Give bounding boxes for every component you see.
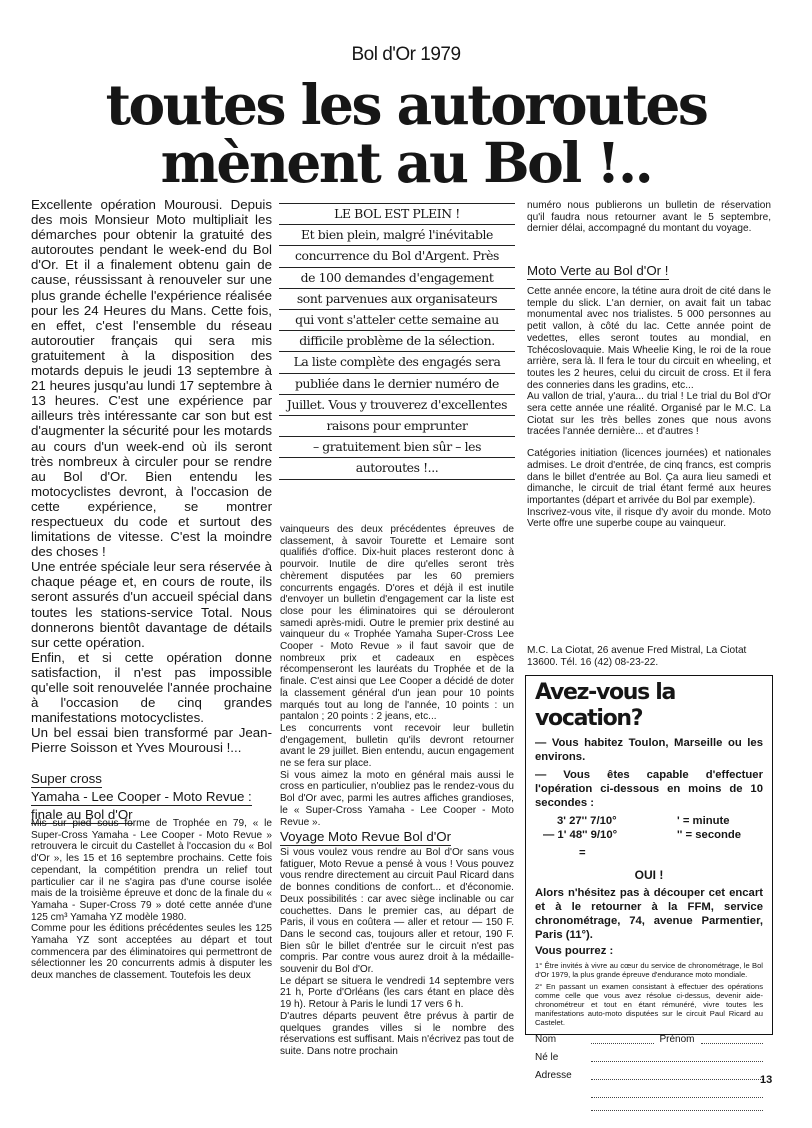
headline-line-1: toutes les autoroutes: [105, 72, 707, 137]
label-prenom: Prénom: [659, 1034, 695, 1045]
box-line: La liste complète des engagés sera: [279, 352, 515, 373]
blank-label: [535, 1098, 591, 1111]
field-prenom[interactable]: [701, 1031, 764, 1044]
headline-line-2: mènent au Bol !..: [160, 130, 652, 195]
benefit-2: 2° En passant un examen consistant à effectuer des opérations comme celle que vous avez résolue ci-dessus, devenir aide-chronométreur et tout en étant rémunéré, vivre toutes les manifestations auto-moto disputées sur le circuit Paul Ricard au Castelet.: [535, 982, 763, 1027]
box-line: difficile problème de la sélection.: [279, 331, 515, 352]
paragraph: D'autres départs peuvent être prévus à partir de quelques grandes villes si le nombre des réservations est suffisant. Mais n'écrivez pas tout de suite. Dans notre prochain: [280, 1010, 514, 1057]
paragraph: Une entrée spéciale leur sera réservée à chaque péage et, en cours de route, ils seront assurés d'un accueil spécial dans toutes les stations-service Total. Nous donnerons bientôt davantage de détails sur cette opération.: [31, 559, 272, 650]
paragraph: Un bel essai bien transformé par Jean-Pierre Soisson et Yves Mourousi !...: [31, 725, 272, 756]
paragraph: Si vous voulez vous rendre au Bol d'Or sans vous fatiguer, Moto Revue a pensé à vous ! Vous pouvez vous rendre directement au circuit Paul Ricard dans de bonnes conditions de confort... et d'économie. Deux possibilités : car avec siège inclinable ou car couchettes. Dans le premier cas, au départ de Paris, il vous en coûtera — aller et retour — 150 F. Dans le second cas, toujours aller et retour, 190 F. Bien sûr le billet d'entrée sur le circuit n'est pas compris. Par contre vous aurez droit à la médaille-souvenir du Bol d'Or.: [280, 847, 514, 976]
paragraph: Mis sur pied sous forme de Trophée en 79, « le Super-Cross Yamaha - Lee Cooper - Moto Revue » retrouvera le circuit du Castellet à l'occasion du « Bol d'Or », les 15 et 16 septembre prochains. Cette fois cependant, la compétition prendra un relief tout particulier car il ne s'agira pas d'une course isolée mais de la troisième épreuve et donc de la finale du « Yamaha - Super-Cross 79 » doté cette année d'une 125 cm³ Yamaha YZ modèle 1980.: [31, 818, 272, 923]
column-2-text: [280, 524, 514, 828]
time-value-1: 3' 27'' 7/10°: [557, 815, 617, 827]
legend-second: '' = seconde: [677, 829, 742, 841]
vocation-title: Avez-vous la vocation?: [535, 680, 676, 731]
vous-pourrez-label: Vous pourrez :: [535, 945, 614, 957]
voyage-heading: [280, 828, 514, 846]
paragraph: Inscrivez-vous vite, il risque d'y avoir du monde. Moto Verte offre une superbe coupe au vainqueur.: [527, 506, 771, 530]
benefit-1: 1° Être invités à vivre au cœur du service de chronométrage, le Bol d'Or 1979, la plus grande épreuve d'endurance moto mondiale.: [535, 961, 763, 979]
super-cross-heading: [31, 770, 281, 824]
heading-line: Yamaha - Lee Cooper - Moto Revue :: [31, 789, 252, 804]
vocation-instruction: Alors n'hésitez pas à découper cet encart et à le retourner à la FFM, service chronométrage, 74, avenue Parmentier, Paris (11°).: [535, 887, 763, 941]
heading-line: Moto Verte au Bol d'Or !: [527, 263, 669, 278]
form-row-adresse-3: [535, 1098, 763, 1111]
blank-label: [535, 1085, 591, 1098]
box-line: raisons pour emprunter: [279, 416, 515, 437]
column-1: [31, 197, 272, 755]
box-line: concurrence du Bol d'Argent. Près: [279, 246, 515, 267]
paragraph: Enfin, et si cette opération donne satisfaction, il n'est pas impossible qu'elle soit renouvelée l'année prochaine à l'occasion de cinq grandes manifestations motocyclistes.: [31, 649, 272, 726]
heading-line: Super cross: [31, 771, 102, 786]
paragraph: Excellente opération Mourousi. Depuis des mois Monsieur Moto multipliait les démarches pour obtenir la gratuité des autoroutes pendant le week-end du Bol d'Or. Et il a finalement obtenu gain de cause, réussissant à renouveler sur une plus grande échelle l'expérience réalisée pour les 24 Heures du Mans. Cette fois, en effet, c'est l'ensemble du réseau autoroutier français qui sera mis gratuitement à la disposition des motards depuis le jeudi 13 septembre à 21 heures jusqu'au lundi 17 septembre à 13 heures. C'est une expérience par ailleurs très intéressante car son but est d'augmenter la sécurité pour les motards au cours d'un week-end où ils seront très nombreux à circuler pour se rendre au Bol d'Or. Bien entendu les motocyclistes devront, à l'occasion de cette expérience, se montrer respectueux du code et surtout des limitations de vitesse. C'est la moindre des choses !: [31, 197, 272, 560]
box-line: – gratuitement bien sûr – les: [279, 437, 515, 458]
time-value-2: — 1' 48'' 9/10°: [543, 829, 618, 841]
legend-minute: ' = minute: [677, 815, 730, 827]
heading-line: finale au Bol d'Or: [31, 807, 133, 822]
paragraph: numéro nous publierons un bulletin de réservation qu'il faudra nous retourner avant le 5 septembre, dernier délai, accompagné du montant du voyage.: [527, 200, 771, 235]
label-ne-le: Né le: [535, 1052, 559, 1063]
form-row-adresse-2: [535, 1085, 763, 1098]
label-adresse: Adresse: [535, 1070, 572, 1081]
paragraph: Si vous aimez la moto en général mais aussi le cross en particulier, n'oubliez pas le rendez-vous du Bol d'Or avec, parmi les autres affiches grandioses, le « Super-Cross Yamaha - Lee Cooper - Moto Revue ».: [280, 769, 514, 828]
box-line: Juillet. Vous y trouverez d'excellentes: [279, 395, 515, 416]
vocation-line: — Vous habitez Toulon, Marseille ou les environs.: [535, 737, 763, 763]
page-number: 13: [760, 1074, 773, 1086]
box-line: sont parvenues aux organisateurs: [279, 289, 515, 310]
vocation-line: — Vous êtes capable d'effectuer l'opération ci-dessous en moins de 10 secondes :: [535, 769, 763, 809]
box-line: LE BOL EST PLEIN !: [279, 204, 515, 225]
club-address: M.C. La Ciotat, 26 avenue Fred Mistral, La Ciotat 13600. Tél. 16 (42) 08-23-22.: [527, 645, 747, 668]
coupon-form: [535, 1031, 763, 1111]
box-line: qui vont s'atteler cette semaine au: [279, 310, 515, 331]
super-cross-text: [31, 818, 272, 982]
paragraph: Au vallon de trial, y'aura... du trial ! Le trial du Bol d'Or sera cette année une réalité. Organisé par le M.C. La Ciotat sur les très belles zones que nous avons tracées l'année dernière... et d'autres !: [527, 391, 771, 438]
field-nom[interactable]: [591, 1031, 654, 1044]
box-line: Et bien plein, malgré l'inévitable: [279, 225, 515, 246]
paragraph: Les concurrents vont recevoir leur bulletin d'engagement, bulletin qu'ils devront retourner avant le 29 juillet. Bien entendu, aucun engagement ne se fera sur place.: [280, 722, 514, 770]
paragraph: Le départ se situera le vendredi 14 septembre vers 21 h, Porte d'Orléans (les cars étant en place dès 19 h). Retour à Paris le lundi 17 vers 6 h.: [280, 975, 514, 1011]
box-line: de 100 demandes d'engagement: [279, 268, 515, 289]
field-adresse-2[interactable]: [591, 1085, 763, 1098]
paragraph: Cette année encore, la tétine aura droit de cité dans le temple du slick. L'an dernier, on avait fait un tabac monumental avec nos trialistes. 5 000 personnes au petit vallon, à côté du lac. Cette année point de vedettes, elles seront toutes au mondial, en Tchécoslovaquie. Mais Wheelie King, le roi de la roue arrière, sera là. Il fera le tour du circuit en wheeling, et toutes les 2 heures, celui du circuit de cross. Et il fera des conneries dans les gradins, etc...: [527, 286, 771, 391]
box-line: publiée dans le dernier numéro de: [279, 374, 515, 395]
headline: [0, 72, 812, 195]
oui-label: OUI !: [634, 868, 664, 882]
heading-line: Voyage Moto Revue Bol d'Or: [280, 829, 452, 844]
moto-verte-heading: [527, 262, 771, 530]
paragraph: Catégories initiation (licences journées) et nationales admises. Le droit d'entrée, de cinq francs, est compris dans le billet d'entrée au Bol. Ça aura lieu samedi et dimanche, le circuit de trial étant fermé aux heures importantes (départ et arrivée du Bol par exemple).: [527, 448, 771, 506]
equals-sign: =: [579, 847, 586, 859]
paragraph: vainqueurs des deux précédentes épreuves de classement, à savoir Tourette et Lemaire sont qualifiés d'office. Dix-huit places resteront donc à pourvoir. Inutile de dire qu'elles seront très chèrement disputées par les 60 premiers concurrents engagés. D'ores et déjà il est inutile d'envoyer un bulletin d'engagement car la liste est close pour les éliminatoires qui se dérouleront samedi après-midi. Outre le premier prix destiné au vainqueur du « Trophée Yamaha Super-Cross Lee Cooper - Moto Revue » il faut savoir que de nombreux prix et cadeaux en espèces récompenseront les lauréats du Trophée et de la finale. C'est ainsi que Lee Cooper a décidé de doter la classement général d'un jean pour 10 points marqués tout au long de l'année, 10 points : un pantalon ; 20 points : 2 jeans, etc...: [280, 524, 514, 723]
form-row-nom: [535, 1031, 763, 1049]
column-3-top: [527, 200, 771, 235]
label-nom: Nom: [535, 1034, 557, 1045]
field-adresse-3[interactable]: [591, 1098, 763, 1111]
moto-verte-text: [527, 286, 771, 530]
voyage-text: [280, 847, 514, 1058]
section-kicker: Bol d'Or 1979: [351, 44, 461, 65]
paragraph: Comme pour les éditions précédentes seules les 125 Yamaha YZ sont acceptées au départ et tout commencera par des éliminatoires qui permettront de sélectionner les 20 concurrents admis à disputer les deux manches de classement. Toutefois les deux: [31, 923, 272, 982]
form-row-adresse: [535, 1067, 763, 1085]
field-adresse[interactable]: [591, 1067, 763, 1080]
field-ne-le[interactable]: [591, 1049, 763, 1062]
time-operation: [543, 814, 763, 860]
form-row-ne: [535, 1049, 763, 1067]
box-line: autoroutes !...: [355, 460, 439, 476]
bol-est-plein-box: [279, 203, 515, 480]
